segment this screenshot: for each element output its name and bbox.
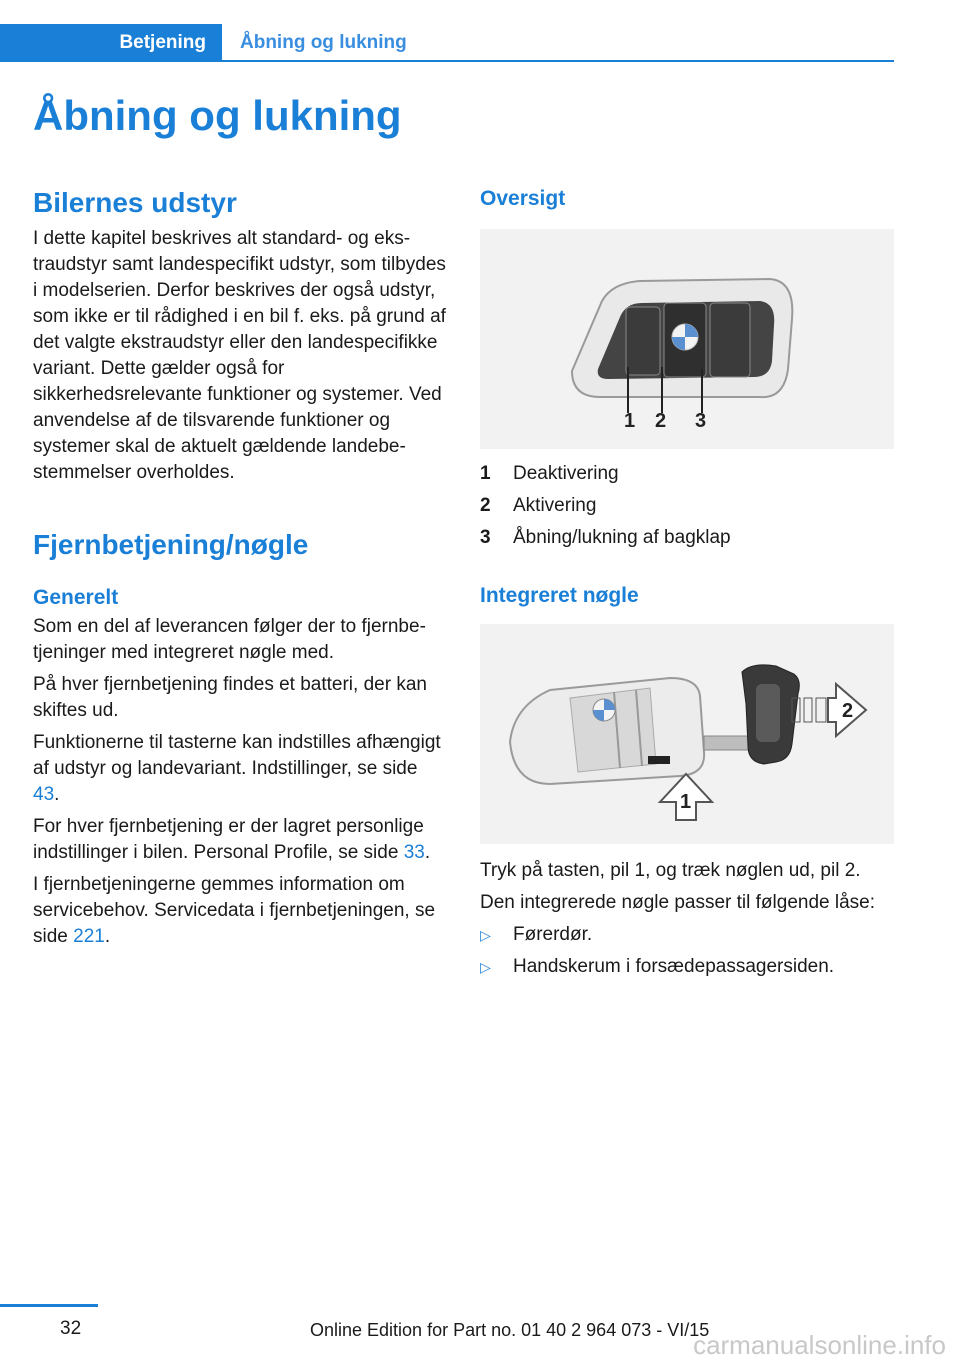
paragraph-4-end: . — [424, 842, 431, 864]
chapter-tab[interactable]: Betjening — [0, 24, 222, 62]
paragraph-4-text: For hver fjernbetjening er der lagret personlige indstillinger i bilen. Personal Profile, se side — [33, 816, 424, 864]
watermark: carmanualsonline.info — [693, 1330, 946, 1360]
header-divider — [222, 60, 894, 62]
edition-text: Online Edition for Part no. 01 40 2 964 073 - VI/15 — [310, 1320, 710, 1340]
figure1-label-1: 1 — [624, 410, 636, 433]
section-title-remote: Fjernbetjening/nøgle — [33, 528, 309, 560]
list-item — [480, 922, 894, 954]
legend-number: 2 — [480, 495, 491, 517]
general-paragraph-5 — [33, 872, 447, 950]
right-column — [480, 180, 894, 986]
overview-legend — [480, 461, 894, 557]
legend-item — [480, 525, 894, 557]
equipment-paragraph: I dette kapitel beskrives alt standard- og ekstraudstyr samt landespecifikt udstyr, som tilbydes i modelserien. Derfor beskrives der også udstyr, som ikke er til rådighed i en bil f. eks. på grund af det valgte ekstraudstyr eller den landespecifikke variant. Dette gælder også for sikkerhedsrelevante funktioner og systemer. Ved anvendelse af de tilsvarende funktioner og systemer skal de aktuelt gældende landebestemmelser overholdes. — [33, 227, 446, 483]
page-number: 32 — [60, 1318, 82, 1339]
page-link-33[interactable]: 33 — [403, 842, 425, 864]
key-overview-figure — [480, 229, 894, 449]
legend-text: Deaktivering — [513, 463, 619, 485]
legend-text: Åbning/lukning af bagklap — [513, 527, 731, 549]
general-paragraph-4 — [33, 814, 447, 866]
section-title-integrated-key: Integreret nøgle — [480, 584, 639, 608]
integrated-key-figure — [480, 624, 894, 844]
figure2-label-1: 1 — [680, 791, 692, 814]
bullet-icon: ▷ — [480, 927, 491, 944]
integrated-key-paragraph-1: Tryk på tasten, pil 1, og træk nøglen ud, pil 2. — [480, 860, 861, 882]
legend-number: 1 — [480, 463, 491, 485]
section-title-overview: Oversigt — [480, 187, 566, 210]
bullet-icon: ▷ — [480, 959, 491, 976]
paragraph-3-end: . — [54, 784, 60, 806]
page-title: Åbning og lukning — [33, 92, 402, 139]
paragraph-5-end: . — [104, 926, 111, 948]
general-paragraph-1: Som en del af leverancen følger der to fjernbetjeninger med integreret nøgle med. — [33, 616, 426, 664]
paragraph-5-text: I fjernbetjeningerne gemmes information om servicebehov. Servicedata i fjernbetjeningen, se side — [33, 874, 436, 948]
list-item-text: Handskerum i forsædepassagersiden. — [513, 956, 835, 978]
general-paragraph-2: På hver fjernbetjening findes et batteri, der kan skiftes ud. — [33, 674, 427, 722]
subsection-title-general: Generelt — [33, 586, 119, 610]
footer-divider — [0, 1304, 98, 1307]
page-link-221[interactable]: 221 — [73, 926, 105, 948]
figure1-label-3: 3 — [695, 410, 707, 433]
figure1-label-2: 2 — [655, 410, 667, 433]
list-item — [480, 954, 894, 986]
legend-item — [480, 461, 894, 493]
key-overview-illustration — [480, 229, 894, 449]
legend-item — [480, 493, 894, 525]
list-item-text: Førerdør. — [513, 924, 593, 946]
page-link-43[interactable]: 43 — [33, 784, 55, 806]
legend-number: 3 — [480, 527, 491, 549]
figure2-label-2: 2 — [842, 700, 854, 723]
general-paragraph-3 — [33, 730, 447, 808]
section-title-equipment: Bilernes udstyr — [33, 187, 237, 218]
integrated-key-illustration — [480, 624, 894, 844]
integrated-key-paragraph-2: Den integrerede nøgle passer til følgende låse: — [480, 892, 876, 914]
page-header — [0, 0, 960, 64]
legend-text: Aktivering — [513, 495, 597, 517]
left-column — [33, 180, 447, 950]
paragraph-3-text: Funktionerne til tasterne kan indstilles afhængigt af udstyr og landevariant. Indstillinger, se side — [33, 732, 441, 780]
section-tab[interactable]: Åbning og lukning — [240, 32, 407, 53]
lock-list — [480, 922, 894, 986]
